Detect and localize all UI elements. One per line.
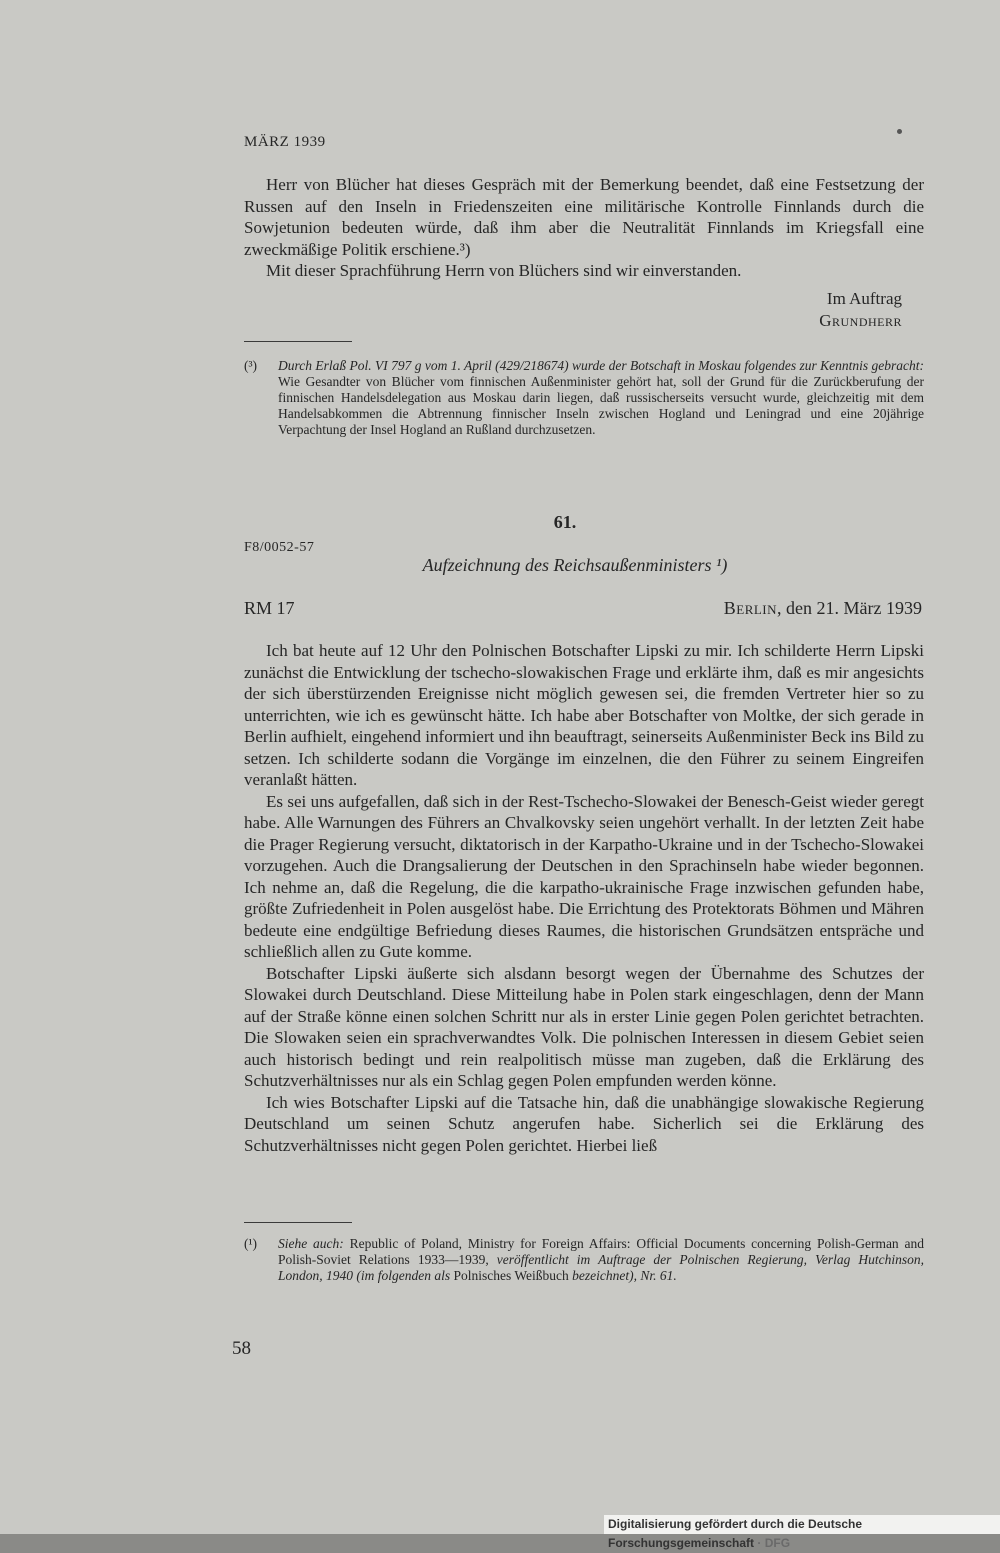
footnote-rule [244,1222,352,1223]
file-code: F8/0052-57 [244,540,315,555]
dfg-logo: · DFG [757,1536,791,1550]
reference-number: RM 17 [244,598,295,618]
footnote-rule [244,341,352,342]
ink-dot [897,129,902,134]
footnote-text: Republic of Poland, Ministry for Foreign Affairs: Official Documents concerning Polish-German and Polish-Soviet Relations 1933—1939, [278,1236,924,1267]
place-city: Berlin [723,598,778,618]
paragraph: Ich wies Botschafter Lipski auf die Tatsache hin, daß die unabhängige slowakische Regierung Deutschland um seinen Schutz angerufen habe. Sicherlich sei die Erklärung des Schutzverhältnisses nicht gegen Polen gerichtet. Hierbei ließ [244,1092,924,1155]
signature-line: Im Auftrag [826,289,902,308]
date: , den 21. März 1939 [777,598,922,618]
paragraph: Botschafter Lipski äußerte sich alsdann besorgt wegen der Übernahme des Schutzes der Slowakei durch Deutschland. Diese Mitteilung habe in Polen stark eingeschlagen, denn der Mann auf der Straße könne einen solchen Schritt nur als in erster Linie gegen Polen gerichtet betrachten. Die Slowaken seien ein sprachverwandtes Volk. Die polnischen Interessen in diesem Gebiet seien auch historisch bedingt und rein realpolitisch müsse man zugeben, daß die Erklärung des Schutzverhältnisses nur als ein Schlag gegen Polen empfunden werden könne. [244,963,924,1090]
paragraph: Es sei uns aufgefallen, daß sich in der Rest-Tschecho-Slowakei der Benesch-Geist wieder geregt habe. Alle Warnungen des Führers an Chvalkovsky seien ungehört verhallt. In der letzten Zeit habe die Prager Regierung versucht, diktatorisch in der Karpatho-Ukraine und in der Tschecho-Slowakei vorzugehen. Auch die Drangsalierung der Deutschen in den Sprachinseln habe wieder begonnen. Ich nehme an, daß die Regelung, die die karpatho-ukrainische Frage inzwischen gefunden habe, größte Zufriedenheit in Polen ausgelöst habe. Die Errichtung des Protektorats Böhmen und Mähren bedeute eine endgültige Befriedung dieses Raumes, die historischen Grundsätzen entspräche und schließlich allen zu Gute komme. [244,791,924,961]
signature-name: Grundherr [819,311,902,330]
footnote-number: (³) [244,358,258,373]
footnote-italic: Durch Erlaß Pol. VI 797 g vom 1. April (429/218674) wurde der Botschaft in Moskau folgendes zur Kenntnis gebracht: [278,358,924,373]
page-number: 58 [232,1338,251,1359]
footnote-text: Polnisches Weißbuch [450,1268,573,1283]
running-head: MÄRZ 1939 [244,134,326,150]
signature [819,288,902,332]
funding-footer [604,1515,1000,1550]
footnote-number: (¹) [244,1236,258,1251]
paragraph: Ich bat heute auf 12 Uhr den Polnischen Botschafter Lipski zu mir. Ich schilderte Herrn Lipski zunächst die Entwicklung der tschecho-slowakischen Frage und erklärte ihm, daß es mir angesichts der sich überstürzenden Ereignisse nicht möglich gewesen sei, die fremden Vertreter hier so zu unterrichten, wie ich es gewünscht hätte. Ich habe aber Botschafter von Moltke, der sich gerade in Berlin aufhielt, eingehend informiert und ihn beauftragt, seinerseits Außenminister Beck ins Bild zu setzen. Ich schilderte sodann die Vorgänge im einzelnen, die den Führer zu seinem Eingreifen veranlaßt hätten. [244,641,924,789]
footnote-3 [244,358,924,438]
footnote-italic: veröffentlicht im Auftrage der Polnischen Regierung, Verlag Hutchinson, London, 1940 (im folgenden als [278,1252,924,1283]
document-number: 61. [553,512,577,532]
footnote-italic: bezeichnet), Nr. 61. [572,1268,677,1283]
footnote-1 [244,1236,924,1284]
place-date [724,598,922,619]
document-body [244,640,924,1156]
document-title: Aufzeichnung des Reichsaußenministers ¹) [422,555,728,575]
paragraph: Herr von Blücher hat dieses Gespräch mit der Bemerkung beendet, daß eine Festsetzung der Russen auf den Inseln in Friedenszeiten eine militärische Kontrolle Finnlands durch die Sowjetunion bedeuten würde, daß ihm aber die Neutralität Finnlands im Kriegsfall eine zweckmäßige Politik erschiene.³) [244,175,924,259]
footer-text: Digitalisierung gefördert durch die Deutsche Forschungsgemeinschaft [608,1517,863,1550]
paragraph: Mit dieser Sprachführung Herrn von Blüchers sind wir einverstanden. [266,261,742,280]
footnote-text: Wie Gesandter von Blücher vom finnischen Außenminister gehört hat, soll der Grund für die Zurückberufung der finnischen Handelsdelegation aus Moskau darin liegen, daß russischerseits versucht wurde, gleichzeitig mit dem Handelsabkommen die Abtrennung finnischer Inseln zwischen Hogland und Leningrad und eine 20jährige Verpachtung der Insel Hogland an Rußland durchzusetzen. [278,374,924,437]
footnote-italic: Siehe auch: [278,1236,344,1251]
top-text [244,174,924,282]
